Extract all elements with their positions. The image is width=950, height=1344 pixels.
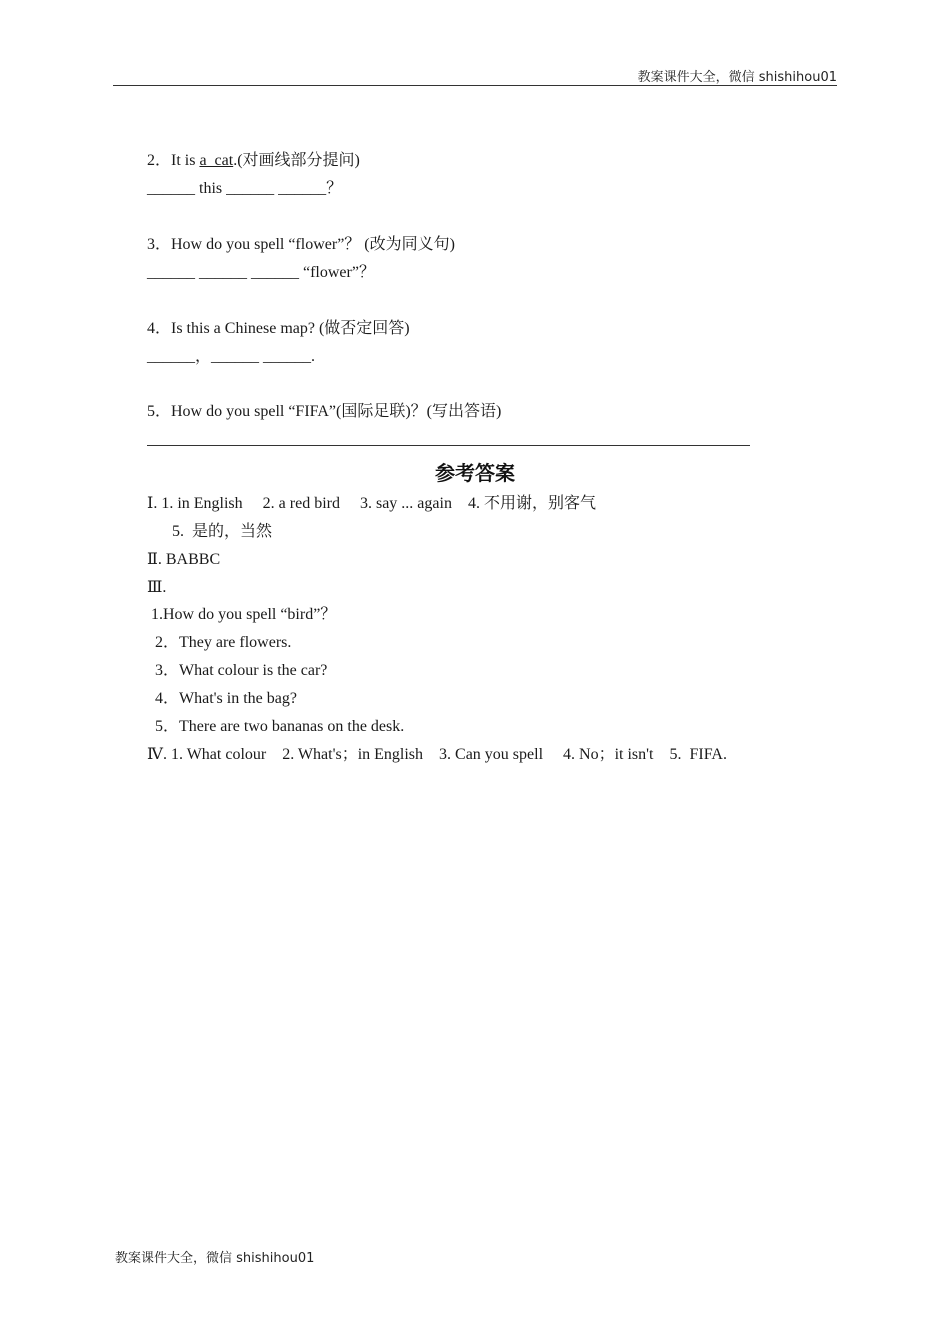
page-footer: 教案课件大全，微信 shishihou01	[115, 1251, 315, 1266]
question-2-underlined: a cat	[199, 152, 234, 169]
question-3-answer-line: ______ ______ ______ “flower”？	[147, 264, 375, 281]
answer-section-3-item: 4．What's in the bag?	[155, 690, 297, 707]
header-rule	[113, 85, 837, 86]
page-header: 教案课件大全，微信 shishihou01	[637, 70, 837, 85]
question-2-number: 2．It is	[147, 152, 200, 169]
question-2-instruction: .(对画线部分提问)	[233, 152, 360, 169]
answer-section-3-item: 3．What colour is the car?	[155, 662, 328, 679]
question-3: 3．How do you spell “flower”？ (改为同义句)	[147, 236, 455, 253]
answer-section-3-heading: Ⅲ.	[147, 579, 167, 596]
question-2	[147, 151, 360, 171]
answer-section-3-item: 2．They are flowers.	[155, 634, 292, 651]
answer-section-1: Ⅰ. 1. in English 2. a red bird 3. say ... again 4. 不用谢，别客气	[147, 495, 596, 512]
answer-divider	[147, 445, 750, 446]
answer-section-2: Ⅱ. BABBC	[147, 551, 221, 568]
answers-title: 参考答案	[435, 461, 515, 485]
answer-section-4: Ⅳ. 1. What colour 2. What's；in English 3. Can you spell 4. No；it isn't 5. FIFA.	[147, 746, 727, 763]
answer-section-3-item: 5．There are two bananas on the desk.	[155, 718, 405, 735]
answer-section-3-item: 1.How do you spell “bird”？	[151, 606, 337, 623]
question-4: 4．Is this a Chinese map? (做否定回答)	[147, 320, 410, 337]
answer-section-1-cont: 5. 是的，当然	[172, 523, 273, 540]
question-4-answer-line: ______，______ ______.	[147, 348, 316, 365]
question-2-answer-line: ______ this ______ ______？	[147, 180, 343, 197]
question-5: 5．How do you spell “FIFA”(国际足联)？(写出答语)	[147, 403, 502, 420]
